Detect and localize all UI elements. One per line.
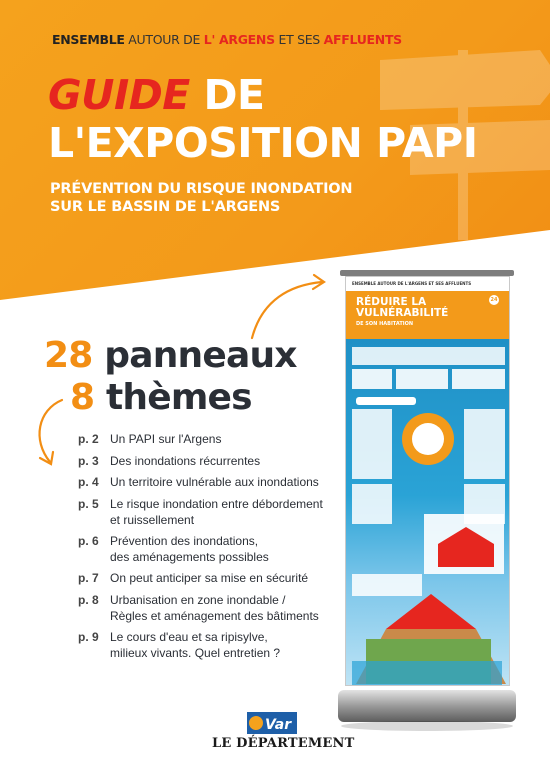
tagline-part3: L' ARGENS — [203, 32, 275, 47]
arrow-down-left-icon — [40, 400, 62, 464]
toc-item[interactable] — [78, 593, 318, 624]
rollup-panel-image — [345, 276, 510, 686]
tagline-part1: ENSEMBLE — [52, 32, 125, 47]
toc-text: Le cours d'eau et sa ripisylve, — [110, 630, 268, 645]
var-logo-icon — [247, 712, 297, 734]
toc-item[interactable] — [78, 534, 318, 565]
toc-page: p. 3 — [78, 453, 99, 468]
arrow-up-right-icon — [252, 275, 324, 338]
panels-count: 28 — [44, 335, 93, 376]
table-of-contents — [78, 432, 323, 668]
toc-text: Prévention des inondations, — [110, 534, 259, 549]
title-de: DE — [189, 71, 265, 119]
subtitle-line1: PRÉVENTION DU RISQUE INONDATION — [50, 181, 353, 197]
tagline-part5: AFFLUENTS — [323, 32, 402, 47]
toc-item[interactable] — [78, 432, 318, 448]
tagline-part4: ET SES — [274, 32, 324, 47]
toc-page: p. 9 — [78, 630, 99, 645]
subtitle-line2: SUR LE BASSIN DE L'ARGENS — [50, 199, 281, 215]
toc-text: Le risque inondation entre débordement — [110, 497, 323, 512]
toc-text: Règles et aménagement des bâtiments — [110, 608, 319, 623]
toc-text: Un territoire vulnérable aux inondations — [110, 475, 319, 490]
logo-text: LE DÉPARTEMENT — [212, 736, 355, 751]
toc-page: p. 6 — [78, 534, 99, 549]
page-title-line1 — [48, 72, 265, 118]
toc-text: Des inondations récurrentes — [110, 453, 261, 468]
toc-page: p. 8 — [78, 593, 99, 608]
panel-number: 24 — [490, 297, 498, 303]
panel-title-line2: VULNÉRABILITÉ — [356, 307, 449, 319]
tagline — [52, 32, 402, 47]
toc-page: p. 7 — [78, 571, 99, 586]
toc-item[interactable] — [78, 497, 323, 528]
logo-var-text: Var — [265, 717, 292, 733]
toc-text: des aménagements possibles — [110, 549, 269, 564]
panels-count-line — [44, 336, 297, 376]
toc-item[interactable] — [78, 454, 318, 470]
panel-header: ENSEMBLE AUTOUR DE L'ARGENS ET SES AFFLUENTS — [346, 277, 510, 291]
toc-page: p. 5 — [78, 497, 99, 512]
panels-word: panneaux — [104, 335, 297, 376]
toc-item[interactable] — [78, 571, 318, 587]
themes-count: 8 — [70, 377, 95, 418]
panel-subtitle: DE SON HABITATION — [356, 321, 414, 327]
toc-text: Un PAPI sur l'Argens — [110, 432, 222, 446]
toc-text: On peut anticiper sa mise en sécurité — [110, 571, 309, 586]
toc-text: et ruissellement — [110, 512, 195, 527]
toc-page: p. 2 — [78, 432, 99, 446]
toc-text: milieux vivants. Quel entretien ? — [110, 645, 281, 660]
rollup-base — [336, 688, 518, 732]
subtitle — [50, 180, 352, 216]
themes-count-line — [70, 378, 252, 418]
panel-illustration-graphic — [346, 339, 510, 686]
panel-illustration — [346, 339, 510, 686]
panel-title-line1: RÉDUIRE LA — [356, 296, 427, 308]
title-guide: GUIDE — [48, 71, 190, 119]
panel-title — [356, 297, 448, 319]
toc-page: p. 4 — [78, 475, 99, 490]
toc-item[interactable] — [78, 475, 318, 491]
themes-word: thèmes — [105, 377, 252, 418]
toc-text: Urbanisation en zone inondable / — [110, 593, 286, 608]
tagline-part2: AUTOUR DE — [124, 32, 204, 47]
page-title-line2: L'EXPOSITION PAPI — [48, 119, 478, 167]
departement-var-logo — [212, 708, 355, 758]
toc-item[interactable] — [78, 630, 318, 661]
